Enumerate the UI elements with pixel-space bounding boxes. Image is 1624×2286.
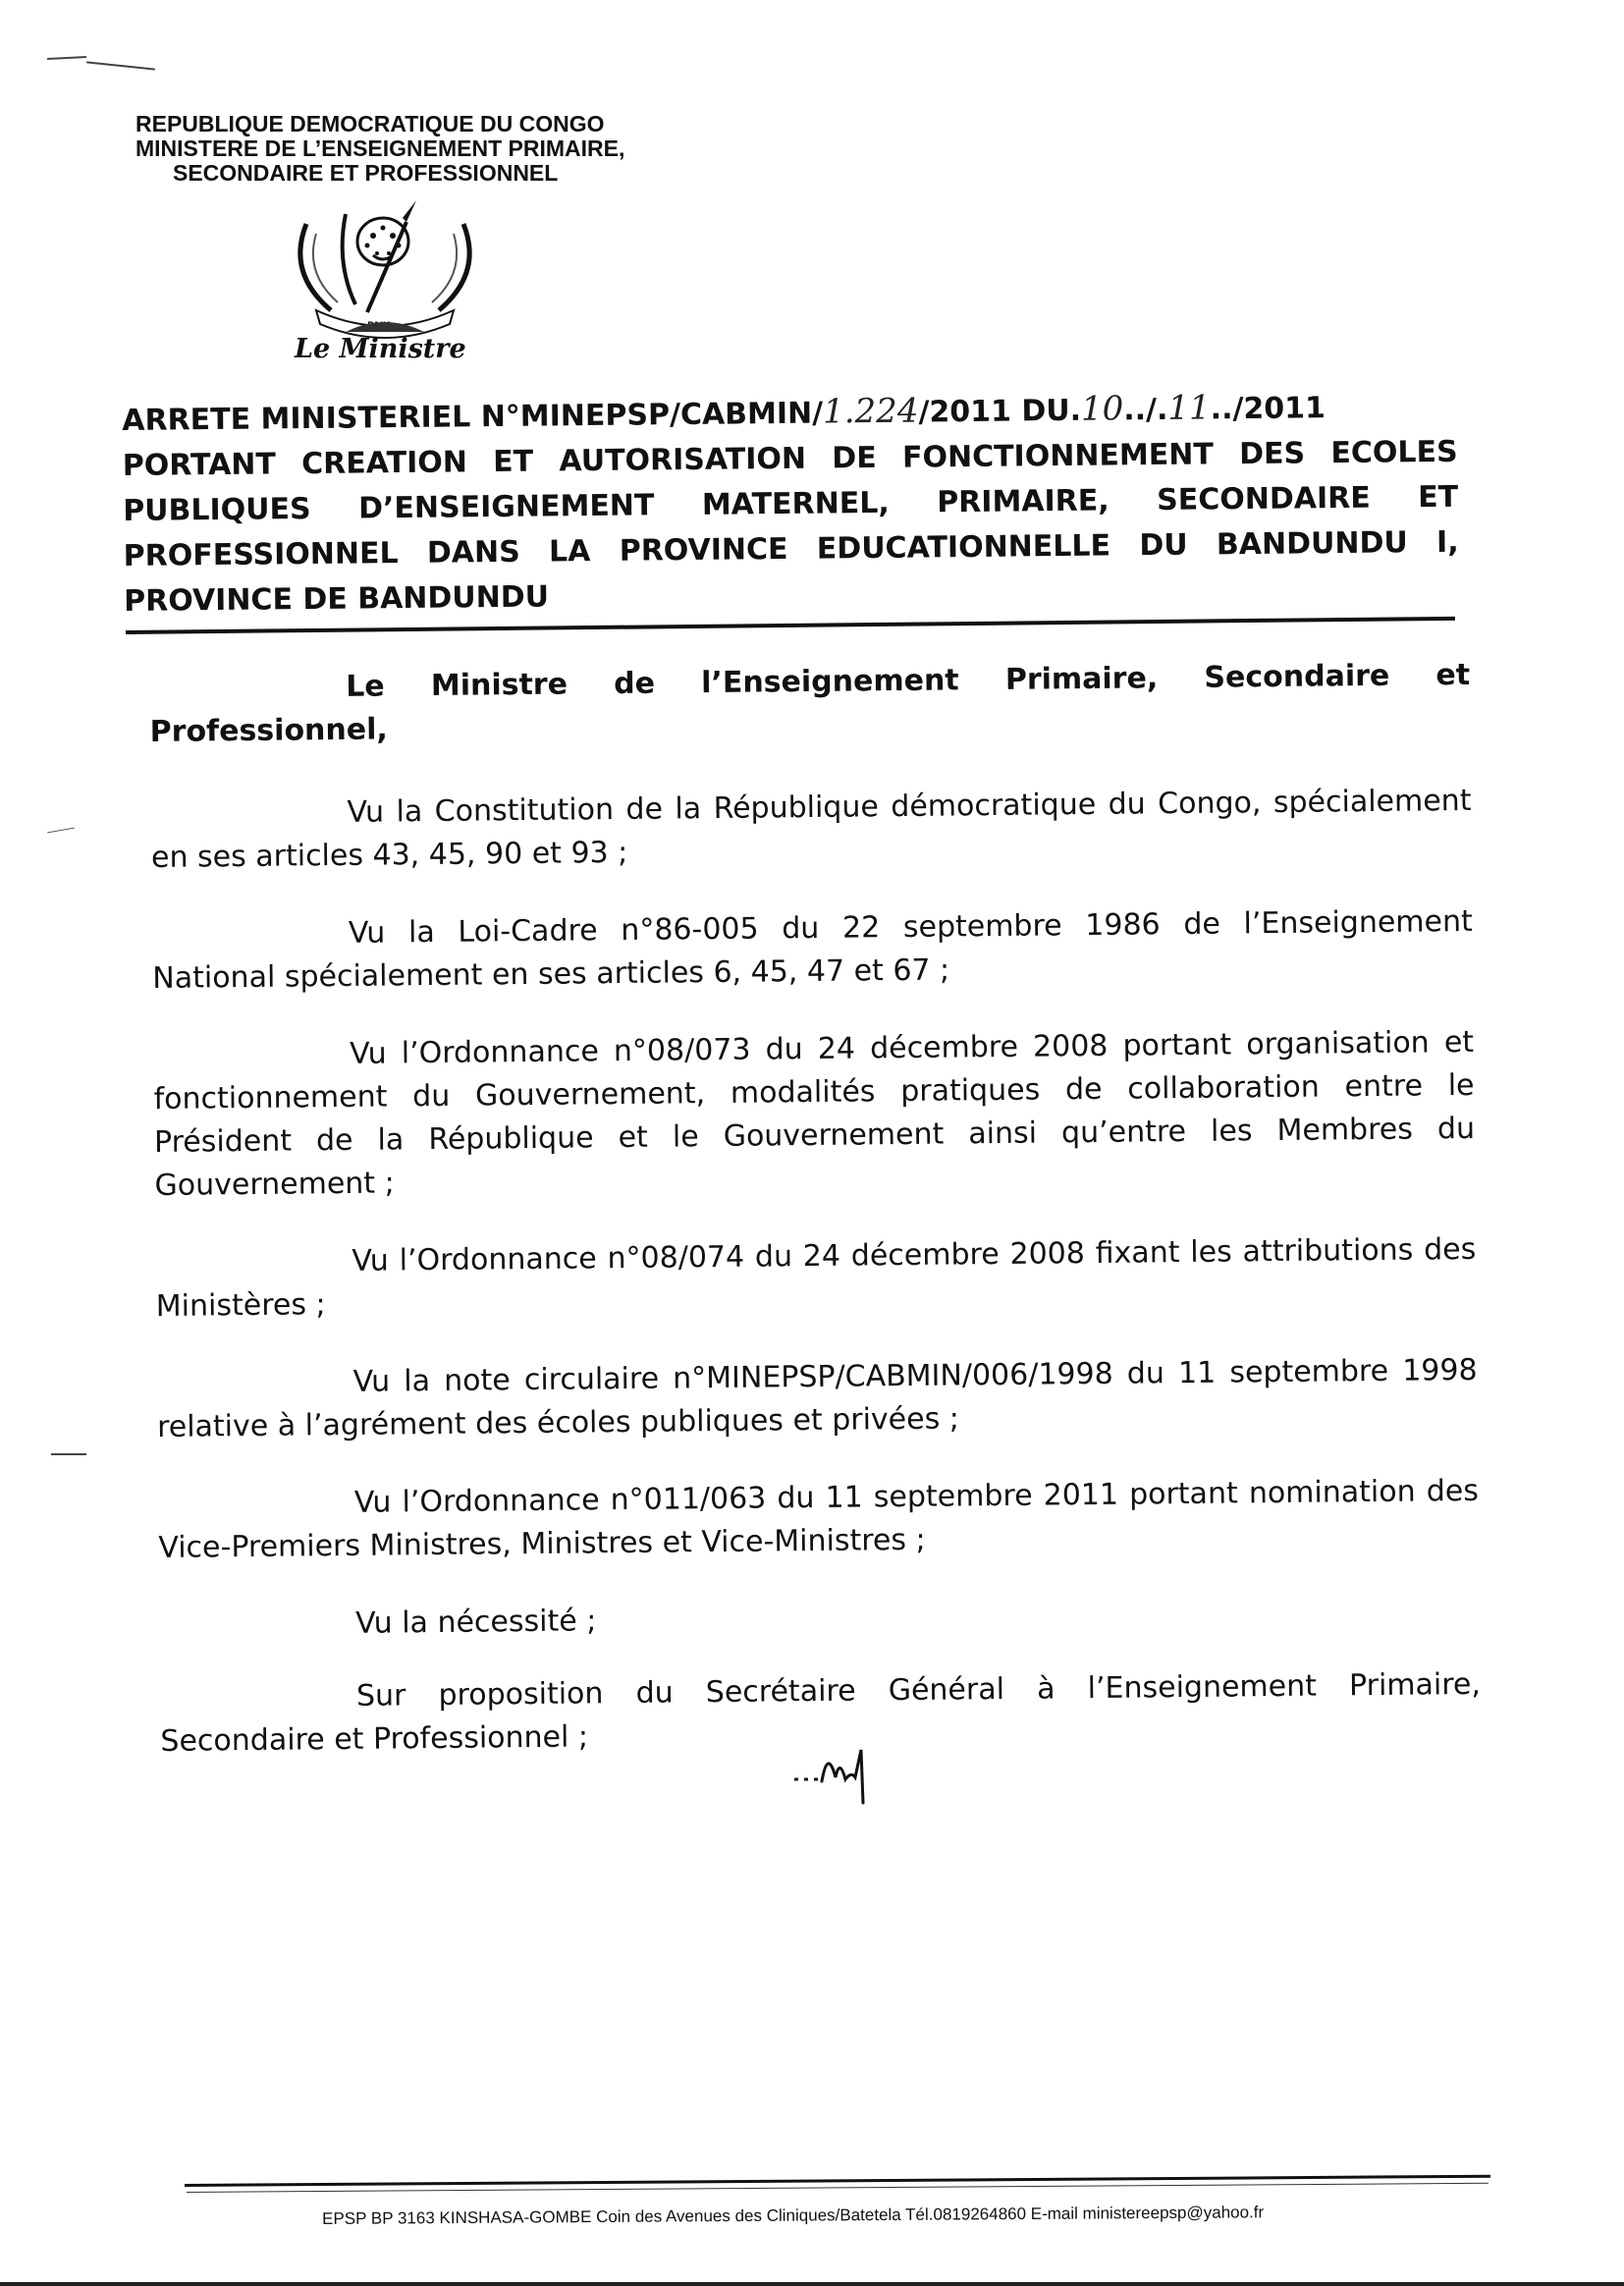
footer-divider bbox=[185, 2175, 1490, 2187]
scan-mark bbox=[47, 56, 86, 60]
recital-paragraph: Vu l’Ordonnance n°08/073 du 24 décembre 2008 portant organisation et fonctionnement du Gouvernement, modalités pratiques de collaboration entre le Président de la République et le Gouvernement ainsi qu’entre les Membres du Gouvernement ; bbox=[153, 1024, 1476, 1203]
scan-mark bbox=[51, 1453, 86, 1455]
decree-title bbox=[122, 383, 1459, 625]
letterhead-ministry-cont: SECONDAIRE ET PROFESSIONNEL bbox=[173, 160, 559, 186]
handwritten-decree-number: 1.224 bbox=[822, 391, 919, 432]
letterhead-country: REPUBLIQUE DEMOCRATIQUE DU CONGO bbox=[135, 111, 605, 136]
recital-paragraph: Vu l’Ordonnance n°011/063 du 11 septembre 2011 portant nomination des Vice-Premiers Ministres, Ministres et Vice-Ministres ; bbox=[158, 1473, 1480, 1565]
recital-paragraph: Vu la nécessité ; bbox=[355, 1604, 597, 1641]
letterhead bbox=[135, 112, 685, 186]
initials-signature-icon bbox=[790, 1728, 898, 1807]
coat-of-arms-icon bbox=[277, 194, 493, 342]
handwritten-day: 10 bbox=[1080, 389, 1124, 429]
recital-paragraph: Sur proposition du Secrétaire Général à l’Enseignement Primaire, Secondaire et Professionnel ; bbox=[160, 1666, 1482, 1759]
opening-statement: Le Ministre de l’Enseignement Primaire, Secondaire et Professionnel, bbox=[149, 657, 1471, 749]
decree-year: /2011 DU. bbox=[918, 393, 1082, 430]
handwritten-month: 11 bbox=[1167, 388, 1211, 428]
recital-paragraph: Vu l’Ordonnance n°08/074 du 24 décembre 2008 fixant les attributions des Ministères ; bbox=[155, 1231, 1477, 1324]
minister-caption: Le Ministre bbox=[295, 334, 466, 364]
recital-paragraph: Vu la Loi-Cadre n°86-005 du 22 septembre 1986 de l’Enseignement National spécialement en ses articles 6, 45, 47 et 67 ; bbox=[152, 903, 1473, 996]
scan-mark bbox=[86, 61, 155, 70]
decree-title-line: PUBLIQUES D’ENSEIGNEMENT MATERNEL, PRIMAIRE, SECONDAIRE ET bbox=[123, 479, 1459, 528]
decree-title-line: PROFESSIONNEL DANS LA PROVINCE EDUCATIONNELLE DU BANDUNDU I, bbox=[123, 524, 1459, 573]
recital-paragraph: Vu la note circulaire n°MINEPSP/CABMIN/006/1998 du 11 septembre 1998 relative à l’agrément des écoles publiques et privées ; bbox=[156, 1352, 1478, 1444]
decree-title-line: PROVINCE DE BANDUNDU bbox=[124, 579, 550, 619]
decree-title-line: PORTANT CREATION ET AUTORISATION DE FONCTIONNEMENT DES ECOLES bbox=[122, 434, 1458, 483]
recital-paragraph: Vu la Constitution de la République démocratique du Congo, spécialement en ses articles 43, 45, 90 et 93 ; bbox=[150, 783, 1472, 875]
date-separator: ../. bbox=[1123, 392, 1168, 428]
scan-mark bbox=[47, 828, 75, 834]
footer-address: EPSP BP 3163 KINSHASA-GOMBE Coin des Avenues des Cliniques/Batetela Tél.0819264860 E-mail ministereepsp@yahoo.fr bbox=[322, 2203, 1265, 2228]
letterhead-ministry: MINISTERE DE L’ENSEIGNEMENT PRIMAIRE, bbox=[135, 136, 625, 161]
decree-prefix: ARRETE MINISTERIEL N°MINEPSP/CABMIN/ bbox=[122, 396, 824, 438]
decree-body bbox=[149, 654, 1482, 1798]
date-year: ../2011 bbox=[1210, 391, 1326, 427]
scan-edge bbox=[0, 2282, 1624, 2286]
